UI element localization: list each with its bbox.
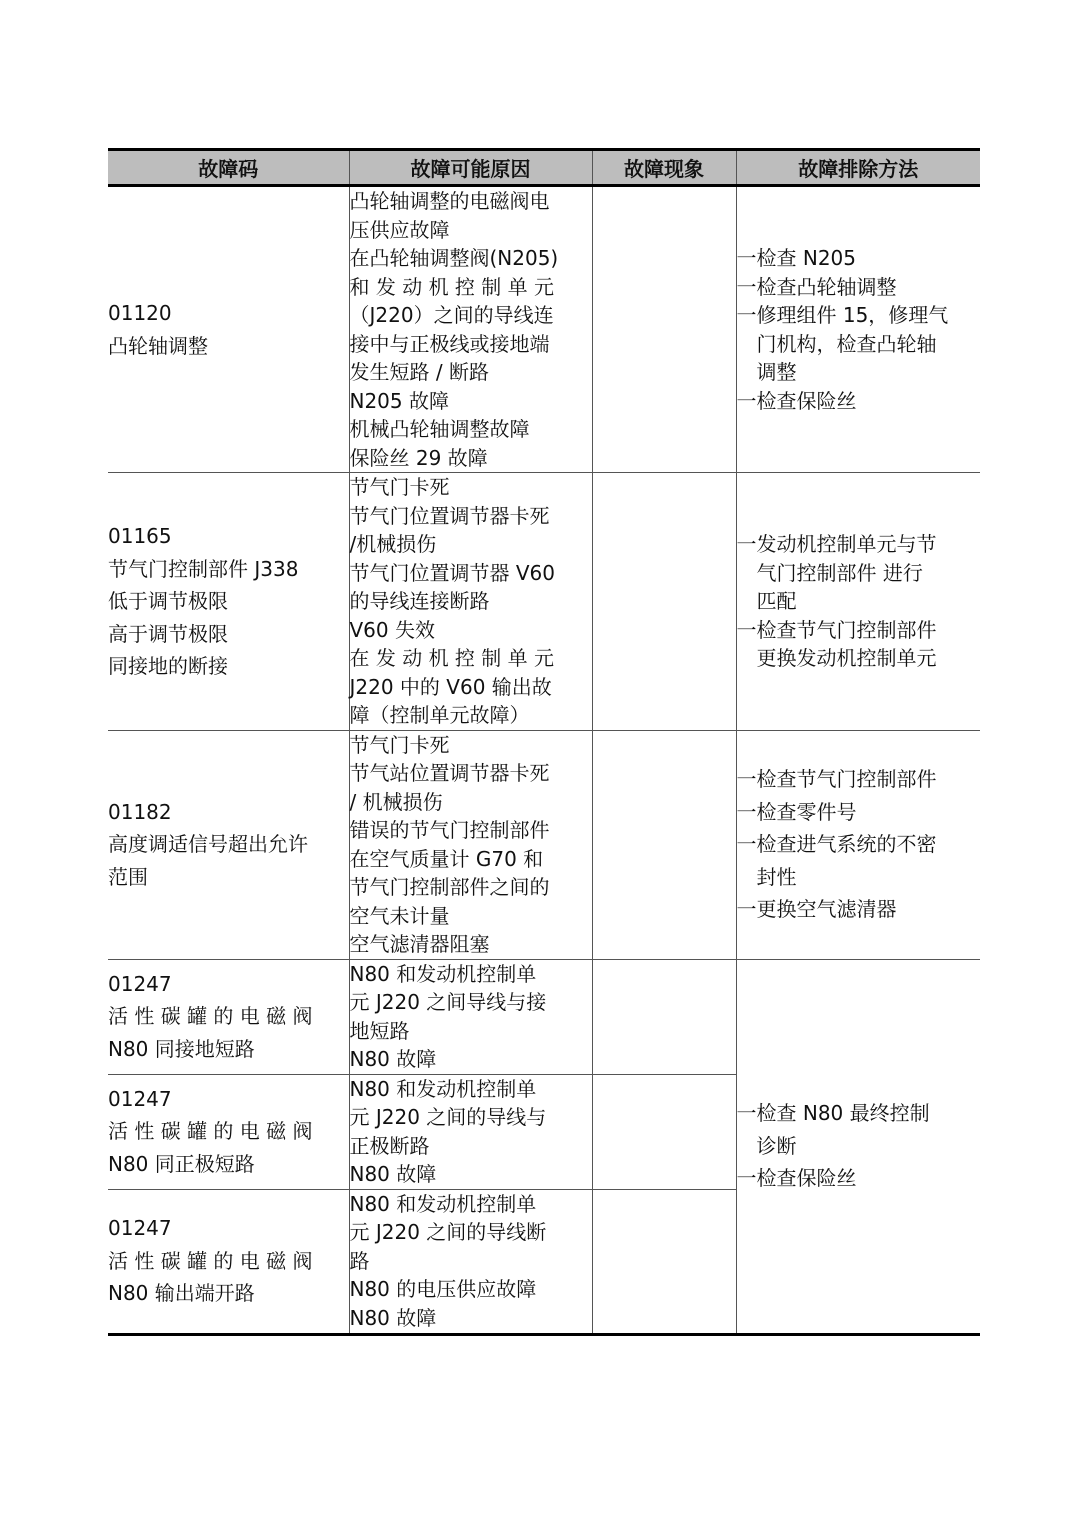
cause-line: 保险丝 29 故障 — [349, 445, 488, 470]
cause-line: 节气门位置调节器卡死 — [349, 503, 550, 528]
fix-line: 门机构，检查凸轮轴 — [756, 331, 937, 356]
fault-code-desc: 高度调适信号超出允许 — [108, 832, 308, 857]
fault-code-cell — [108, 730, 349, 959]
cause-cell — [349, 1189, 592, 1334]
cause-line: 地短路 — [349, 1018, 410, 1043]
fault-code-desc: 节气门控制部件 J338 — [108, 556, 299, 581]
fault-code-cell — [108, 959, 349, 1074]
cause-line: 的导线连接断路 — [349, 589, 490, 613]
cause-line: 节气门控制部件之间的 — [349, 875, 550, 899]
symptom-cell — [592, 1189, 736, 1334]
fix-line: 调整 — [756, 360, 797, 384]
table-header-row — [108, 150, 980, 186]
cause-line: 元 J220 之间的导线断 — [349, 1220, 547, 1245]
fault-code-desc: N80 输出端开路 — [108, 1281, 255, 1306]
cause-line: N80 故障 — [349, 1305, 437, 1330]
cause-cell — [349, 473, 592, 731]
fix-cell — [736, 730, 980, 959]
fix-line: 一检查节气门控制部件 — [736, 617, 937, 642]
fault-code-cell — [108, 473, 349, 731]
header-possible-cause: 故障可能原因 — [349, 150, 592, 186]
fix-cell — [736, 473, 980, 731]
symptom-cell — [592, 730, 736, 959]
symptom-cell — [592, 186, 736, 473]
fix-line: 气门控制部件 进行 — [756, 560, 923, 585]
cause-line: N80 故障 — [349, 1047, 437, 1071]
cause-line: /机械损伤 — [349, 532, 437, 556]
table-row — [108, 959, 980, 1074]
table-row — [108, 186, 980, 473]
cause-line: N80 和发动机控制单 — [349, 961, 537, 986]
fix-line: 一检查 N80 最终控制 — [736, 1101, 930, 1126]
symptom-cell — [592, 959, 736, 1074]
fix-line: 一更换空气滤清器 — [736, 897, 897, 922]
header-symptom: 故障现象 — [592, 150, 736, 186]
cause-cell — [349, 959, 592, 1074]
cause-line: 节气门卡死 — [349, 732, 450, 757]
fix-line: 一检查保险丝 — [736, 1166, 857, 1191]
cause-line: 接中与正极线或接地端 — [349, 331, 550, 356]
fix-line: 一检查零件号 — [736, 799, 857, 824]
fault-code-table — [108, 148, 980, 1336]
cause-line: 正极断路 — [349, 1133, 430, 1158]
cause-line: / 机械损伤 — [349, 789, 443, 814]
cause-line: V60 失效 — [349, 617, 435, 642]
fault-code-cell — [108, 186, 349, 473]
cause-line: 空气滤清器阻塞 — [349, 932, 490, 956]
fault-code-desc: 同接地的断接 — [108, 654, 228, 678]
fix-line: 一检查凸轮轴调整 — [736, 274, 897, 299]
symptom-cell — [592, 473, 736, 731]
fix-line: 一检查进气系统的不密 — [736, 832, 937, 857]
fault-code-cell — [108, 1074, 349, 1189]
cause-line: 元 J220 之间导线与接 — [349, 990, 547, 1014]
cause-line: 压供应故障 — [349, 217, 450, 242]
fault-code-desc: N80 同接地短路 — [108, 1036, 255, 1061]
fault-code-desc: 活 性 碳 罐 的 电 磁 阀 — [108, 1004, 313, 1029]
cause-line: 在空气质量计 G70 和 — [349, 846, 544, 871]
fault-code-desc: N80 同正极短路 — [108, 1151, 255, 1176]
fault-code-number: 01247 — [108, 1216, 172, 1241]
fault-code-number: 01120 — [108, 301, 172, 325]
fix-line: 诊断 — [756, 1133, 797, 1158]
fault-code-desc: 范围 — [108, 864, 148, 889]
table-row — [108, 473, 980, 731]
fault-code-number: 01182 — [108, 799, 172, 824]
cause-line: 错误的节气门控制部件 — [349, 818, 550, 842]
cause-cell — [349, 1074, 592, 1189]
cause-line: 节气站位置调节器卡死 — [349, 761, 550, 785]
cause-line: （J220）之间的导线连 — [349, 303, 554, 327]
cause-line: 元 J220 之间的导线与 — [349, 1105, 547, 1129]
header-fault-code: 故障码 — [108, 150, 349, 186]
fault-code-number: 01247 — [108, 1086, 172, 1111]
cause-line: 凸轮轴调整的电磁阀电 — [349, 189, 550, 213]
cause-line: 路 — [349, 1248, 370, 1273]
fix-line: 一发动机控制单元与节 — [736, 532, 937, 556]
cause-line: N80 和发动机控制单 — [349, 1191, 537, 1216]
fault-code-desc: 凸轮轴调整 — [108, 333, 208, 358]
cause-line: 节气门卡死 — [349, 475, 450, 499]
fix-line: 匹配 — [756, 589, 797, 613]
shared-fix-cell — [736, 959, 980, 1334]
fault-code-desc: 高于调节极限 — [108, 621, 228, 646]
cause-line: 在 发 动 机 控 制 单 元 — [349, 646, 555, 670]
fault-code-desc: 活 性 碳 罐 的 电 磁 阀 — [108, 1248, 313, 1273]
fix-line: 一检查保险丝 — [736, 388, 857, 413]
cause-line: N80 和发动机控制单 — [349, 1076, 537, 1101]
cause-line: 障（控制单元故障） — [349, 703, 530, 727]
cause-cell — [349, 186, 592, 473]
header-fix-method: 故障排除方法 — [736, 150, 980, 186]
fix-line: 更换发动机控制单元 — [756, 646, 937, 670]
fault-code-desc: 活 性 碳 罐 的 电 磁 阀 — [108, 1119, 313, 1144]
fix-cell — [736, 186, 980, 473]
cause-line: 空气未计量 — [349, 903, 450, 928]
cause-line: N80 故障 — [349, 1162, 437, 1186]
cause-line: 发生短路 / 断路 — [349, 360, 489, 384]
cause-line: J220 中的 V60 输出故 — [349, 674, 552, 699]
cause-line: 机械凸轮轴调整故障 — [349, 417, 530, 441]
fix-line: 封性 — [756, 864, 797, 889]
cause-line: N205 故障 — [349, 388, 449, 413]
fix-line: 一修理组件 15，修理气 — [736, 303, 949, 327]
fix-line: 一检查节气门控制部件 — [736, 767, 937, 792]
symptom-cell — [592, 1074, 736, 1189]
table-row — [108, 730, 980, 959]
fault-code-cell — [108, 1189, 349, 1334]
fault-code-number: 01247 — [108, 971, 172, 996]
cause-line: N80 的电压供应故障 — [349, 1277, 537, 1302]
fault-code-desc: 低于调节极限 — [108, 589, 228, 613]
cause-line: 在凸轮轴调整阀(N205) — [349, 246, 559, 270]
fix-line: 一检查 N205 — [736, 246, 856, 270]
cause-cell — [349, 730, 592, 959]
fault-code-number: 01165 — [108, 524, 172, 548]
cause-line: 和 发 动 机 控 制 单 元 — [349, 274, 555, 299]
cause-line: 节气门位置调节器 V60 — [349, 560, 555, 585]
